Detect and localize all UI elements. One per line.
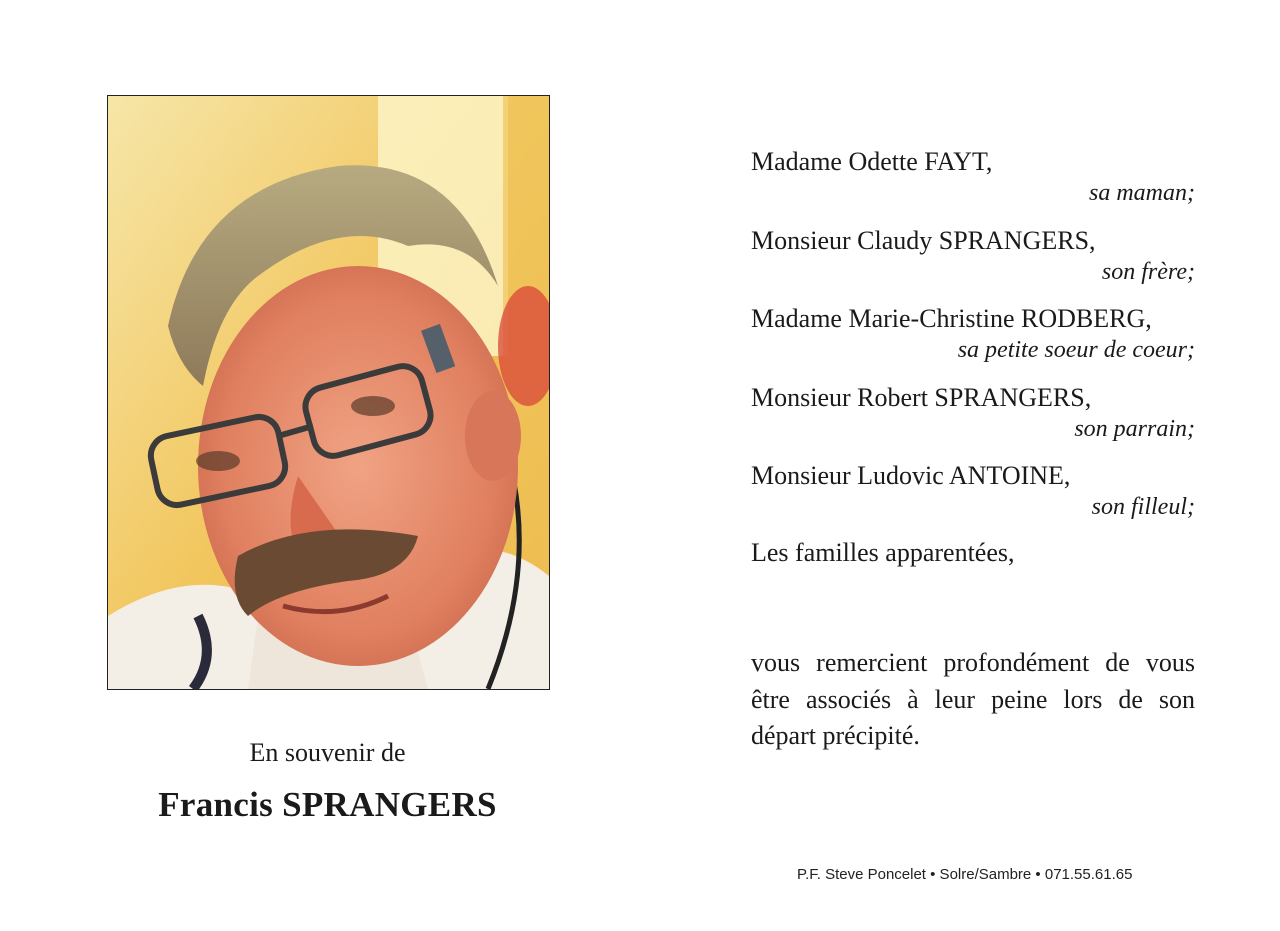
- family-member-relation: son frère;: [1101, 258, 1195, 285]
- family-member-relation: son filleul;: [1091, 494, 1195, 520]
- family-entry: [751, 303, 1195, 382]
- thanks-message: vous remercient profondément de vous être associés à leur peine lors de son départ précipité.: [751, 648, 1195, 750]
- family-entry: [751, 460, 1195, 539]
- family-member-name: Monsieur Ludovic ANTOINE,: [751, 461, 1071, 490]
- family-member-name: Madame Marie-Christine RODBERG,: [751, 304, 1152, 333]
- family-member-relation: son parrain;: [1074, 415, 1195, 442]
- portrait-photo-icon: [108, 96, 549, 689]
- portrait-photo: [107, 95, 550, 690]
- family-list: [751, 146, 1195, 539]
- memorial-intro: En souvenir de: [249, 738, 406, 767]
- family-entry: [751, 382, 1195, 461]
- related-families: Les familles apparentées,: [751, 538, 1015, 567]
- funeral-home-contact: P.F. Steve Poncelet • Solre/Sambre • 071.55.61.65: [797, 866, 1133, 883]
- family-member-relation: sa petite soeur de coeur;: [957, 337, 1195, 363]
- family-member-name: Madame Odette FAYT,: [751, 147, 993, 176]
- family-member-name: Monsieur Robert SPRANGERS,: [751, 382, 1092, 412]
- family-member-name: Monsieur Claudy SPRANGERS,: [751, 225, 1096, 255]
- family-entry: [751, 225, 1195, 304]
- family-entry: [751, 146, 1195, 225]
- deceased-name: Francis SPRANGERS: [158, 785, 497, 824]
- family-member-relation: sa maman;: [1089, 180, 1195, 206]
